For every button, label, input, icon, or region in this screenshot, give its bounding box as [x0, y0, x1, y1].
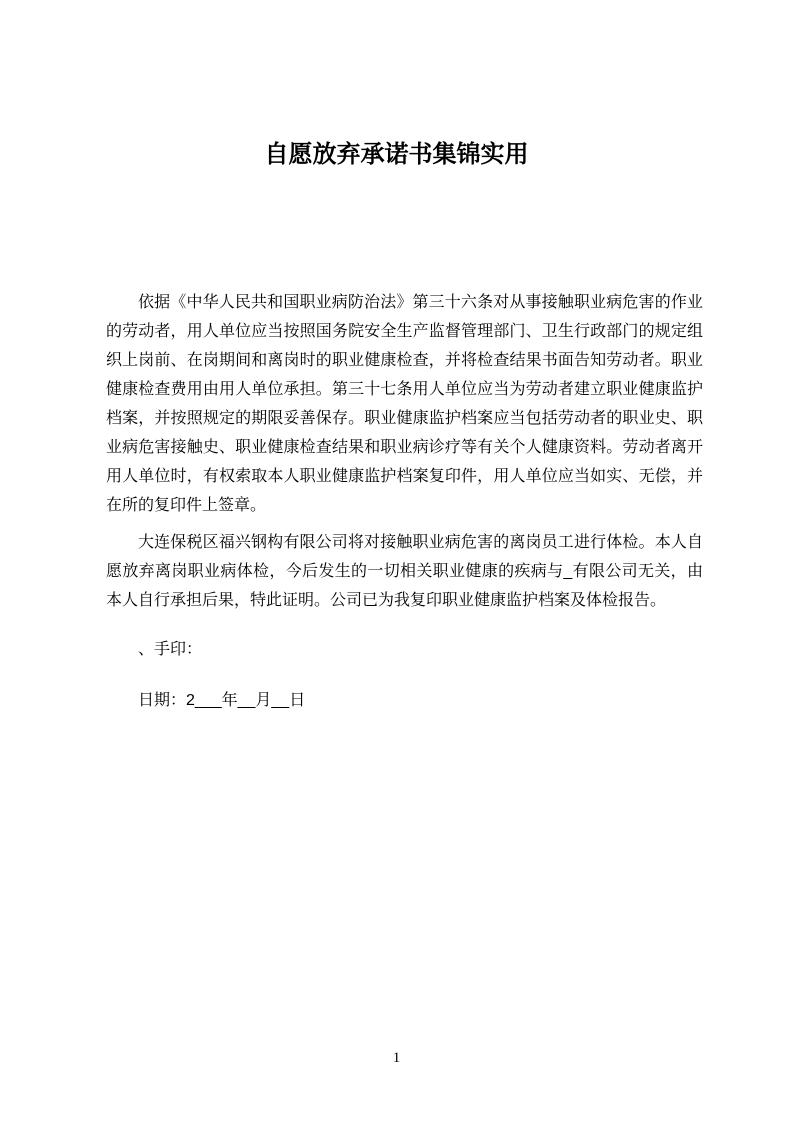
page-number: 1 [392, 1050, 401, 1066]
paragraph-legal-basis: 依据《中华人民共和国职业病防治法》第三十六条对从事接触职业病危害的作业的劳动者，用人单位应当按照国务院安全生产监督管理部门、卫生行政部门的规定组织上岗前、在岗期间和离岗时的职业健康检查，并将检查结果书面告知劳动者。职业健康检查费用由用人单位承担。第三十七条用人单位应当为劳动者建立职业健康监护档案，并按照规定的期限妥善保存。职业健康监护档案应当包括劳动者的职业史、职业病危害接触史、职业健康检查结果和职业病诊疗等有关个人健康资料。劳动者离开用人单位时，有权索取本人职业健康监护档案复印件，用人单位应当如实、无偿，并在所的复印件上签章。 [106, 294, 703, 514]
paragraph-waiver-declaration: 大连保税区福兴钢构有限公司将对接触职业病危害的离岗员工进行体检。本人自愿放弃离岗职业病体检，今后发生的一切相关职业健康的疾病与_有限公司无关，由本人自行承担后果，特此证明。公司已为我复印职业健康监护档案及体检报告。 [106, 534, 703, 609]
handprint-signature-line: 、手印： [138, 641, 203, 658]
document-title: 自愿放弃承诺书集锦实用 [264, 141, 529, 168]
date-line: 日期：2___年__月__日 [138, 692, 306, 709]
